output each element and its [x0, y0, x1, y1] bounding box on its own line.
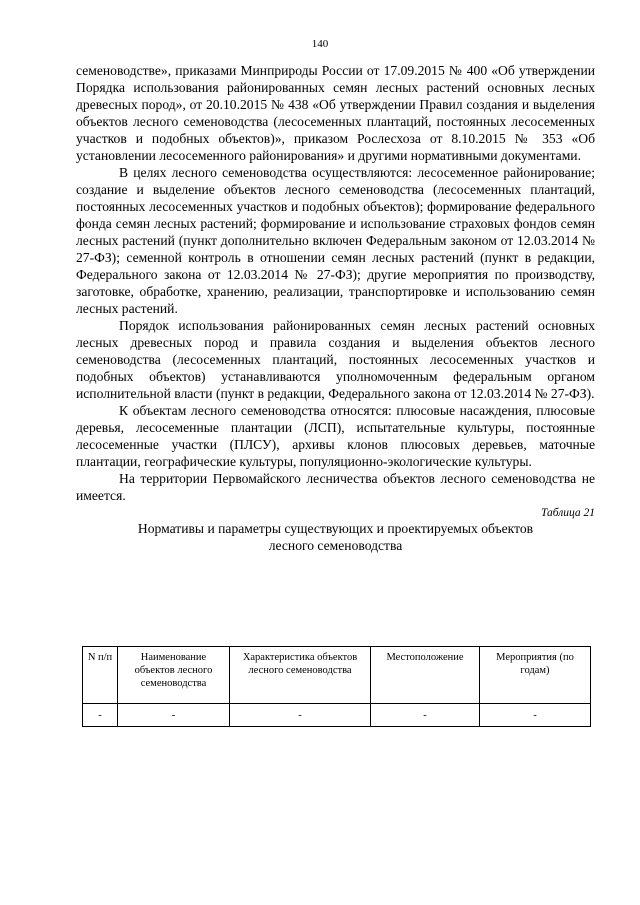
- table-title: [76, 520, 595, 554]
- paragraph-regulations: семеноводстве», приказами Минприроды России от 17.09.2015 № 400 «Об утверждении Порядка использования районированных семян лесных растений основных лесных древесных пород», от 20.10.2015 № 438 «Об утверждении Правил создания и выделения объектов лесного семеноводства (лесосеменных плантаций, постоянных лесосеменных участков и подобных объектов)», приказом Рослесхоза от 8.10.2015 № 353 «Об установлении лесосеменного районирования» и другими нормативными документами.: [76, 63, 595, 163]
- paragraph-seed-activities: В целях лесного семеноводства осуществляются: лесосеменное районирование; создание и выделение объектов лесного семеноводства (лесосеменных плантаций, постоянных лесосеменных участков и подобных объектов); формирование федерального фонда семян лесных растений; формирование и использование страховых фондов семян лесных растений (пункт дополнительно включен Федеральным законом от 12.03.2014 № 27-ФЗ); семенной контроль в отношении семян лесных растений (пункт в редакции, Федерального закона от 12.03.2014 № 27-ФЗ); другие мероприятия по производству, заготовке, обработке, хранению, реализации, транспортировке и использованию семян лесных растений.: [76, 165, 595, 316]
- table-cell: -: [480, 704, 591, 727]
- table-cell: -: [371, 704, 480, 727]
- table-cell: -: [118, 704, 230, 727]
- paragraph-seed-objects: К объектам лесного семеноводства относятся: плюсовые насаждения, плюсовые деревья, лесосеменные плантации (ЛСП), испытательные культуры, постоянные лесосеменные участки (ПЛСУ), архивы клонов плюсовых деревьев, маточные плантации, географические культуры, популяционно-экологические культуры.: [76, 403, 595, 469]
- table-header-row: [83, 647, 591, 704]
- table-row: [83, 704, 591, 727]
- table-cell: -: [230, 704, 371, 727]
- table-label: Таблица 21: [540, 507, 595, 519]
- table-cell: -: [83, 704, 118, 727]
- table-title-line: Нормативы и параметры существующих и проектируемых объектов: [137, 521, 534, 536]
- header-cell-number: N п/п: [83, 647, 118, 704]
- paragraph-usage-procedure: Порядок использования районированных семян лесных растений основных лесных древесных пород и правила создания и выделения объектов лесного семеноводства (лесосеменных плантаций, постоянных лесосеменных участков и подобных объектов) устанавливаются уполномоченным федеральным органом исполнительной власти (пункт в редакции, Федерального закона от 12.03.2014 № 27-ФЗ).: [76, 318, 595, 401]
- header-cell-characteristics: Характеристика объектов лесного семеноводства: [230, 647, 371, 704]
- paragraph-no-objects: На территории Первомайского лесничества объектов лесного семеноводства не имеется.: [76, 471, 595, 503]
- seed-objects-table: [82, 646, 591, 727]
- header-cell-location: Местоположение: [371, 647, 480, 704]
- body-text: [76, 62, 595, 554]
- header-cell-name: Наименование объектов лесного семеноводства: [118, 647, 230, 704]
- header-cell-activities: Мероприятия (по годам): [480, 647, 591, 704]
- table-title-line: лесного семеноводства: [268, 538, 403, 553]
- page-number: 140: [311, 38, 329, 50]
